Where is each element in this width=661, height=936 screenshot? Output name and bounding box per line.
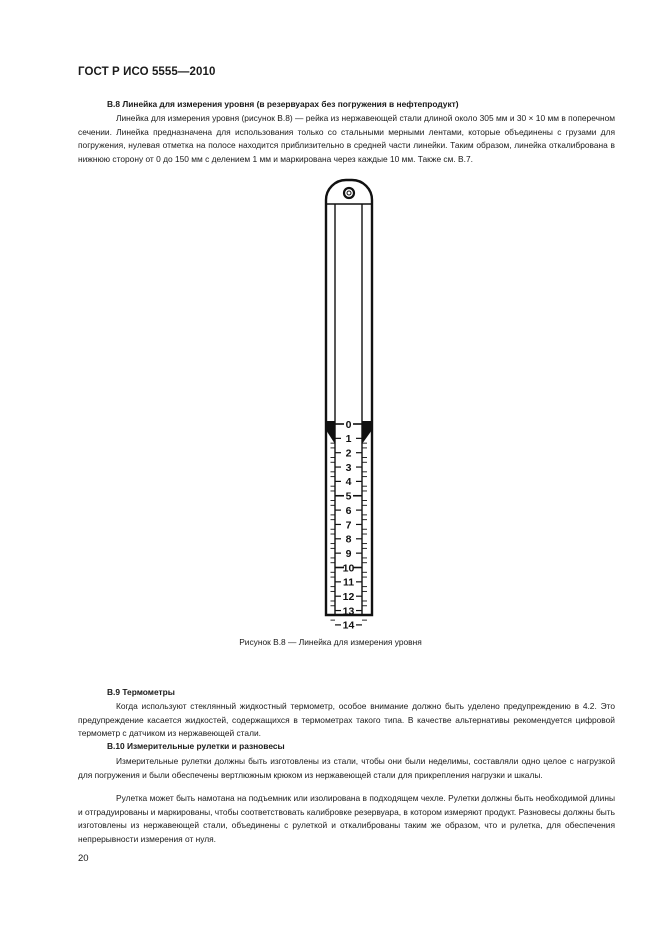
zero-marker-left [326,421,335,444]
scale-label: 14 [342,619,355,632]
zero-marker-right [362,421,372,444]
document-header: ГОСТ Р ИСО 5555—2010 [78,66,216,78]
section-b10-title: B.10 Измерительные рулетки и разновесы [107,741,285,751]
hanging-hole [344,188,354,198]
scale-label: 9 [345,547,352,560]
scale-label: 5 [345,490,352,503]
page-number: 20 [78,853,89,864]
section-b10-paragraph-2: Рулетка может быть намотана на подъемник или изолирована в подходящем чехле. Рулетки должны быть необходимой длины и отградуированы и маркированы, чтобы соответствовать калибровке резервуара, в котором измеряют продукт. Разновесы должны быть изготовлены из нержавеющей стали, объединены с рулеткой и откалиброваны таким же образом, что и рулетка, для обеспечения непрерывности измерения от нуля. [78,793,615,845]
section-b8-title: B.8 Линейка для измерения уровня (в резервуарах без погружения в нефтепродукт) [107,99,459,109]
scale-label: 13 [342,605,355,618]
section-b9-title: B.9 Термометры [107,687,175,697]
scale-label: 4 [345,476,352,489]
section-b10-paragraph-1: Измерительные рулетки должны быть изготовлены из стали, чтобы они были неделимы, составляли одно целое с нагрузкой для погружения и были обеспечены вертлюжным крюком из нержавеющей стали для прикрепления нагрузки и шкалы. [78,756,615,780]
scale-label: 11 [342,576,355,589]
scale-label: 3 [345,461,352,474]
figure-caption: Рисунок В.8 — Линейка для измерения уровня [239,637,422,647]
level-ruler-figure [300,175,410,632]
scale-label: 1 [345,433,352,446]
scale-label: 6 [345,504,352,517]
scale-label: 10 [342,562,355,575]
section-b8-paragraph: Линейка для измерения уровня (рисунок В.8) — рейка из нержавеющей стали длиной около 305 мм и 30 × 10 мм в поперечном сечении. Линейка предназначена для использования только со стальными мерными лентами, которые объединены с грузами для погружения, нулевая отметка на полосе находится приблизительно в средней части линейки. Таким образом, линейка откалибрована в нижнюю сторону от 0 до 150 мм с делением 1 мм и маркирована через каждые 10 мм. Также см. В.7. [78,113,615,165]
scale-label: 0 [345,418,352,431]
scale-label: 12 [342,591,355,603]
scale-label: 7 [345,519,352,532]
scale-label: 2 [345,447,352,460]
section-b9-paragraph: Когда используют стеклянный жидкостный термометр, особое внимание должно быть уделено предупреждению в 4.2. Это предупреждение касается жидкостей, содержащихся в термометрах такого типа. В качестве альтернативы рекомендуется цифровой термометр с датчиком из нержавеющей стали. [78,701,615,739]
scale-label: 8 [345,533,352,546]
